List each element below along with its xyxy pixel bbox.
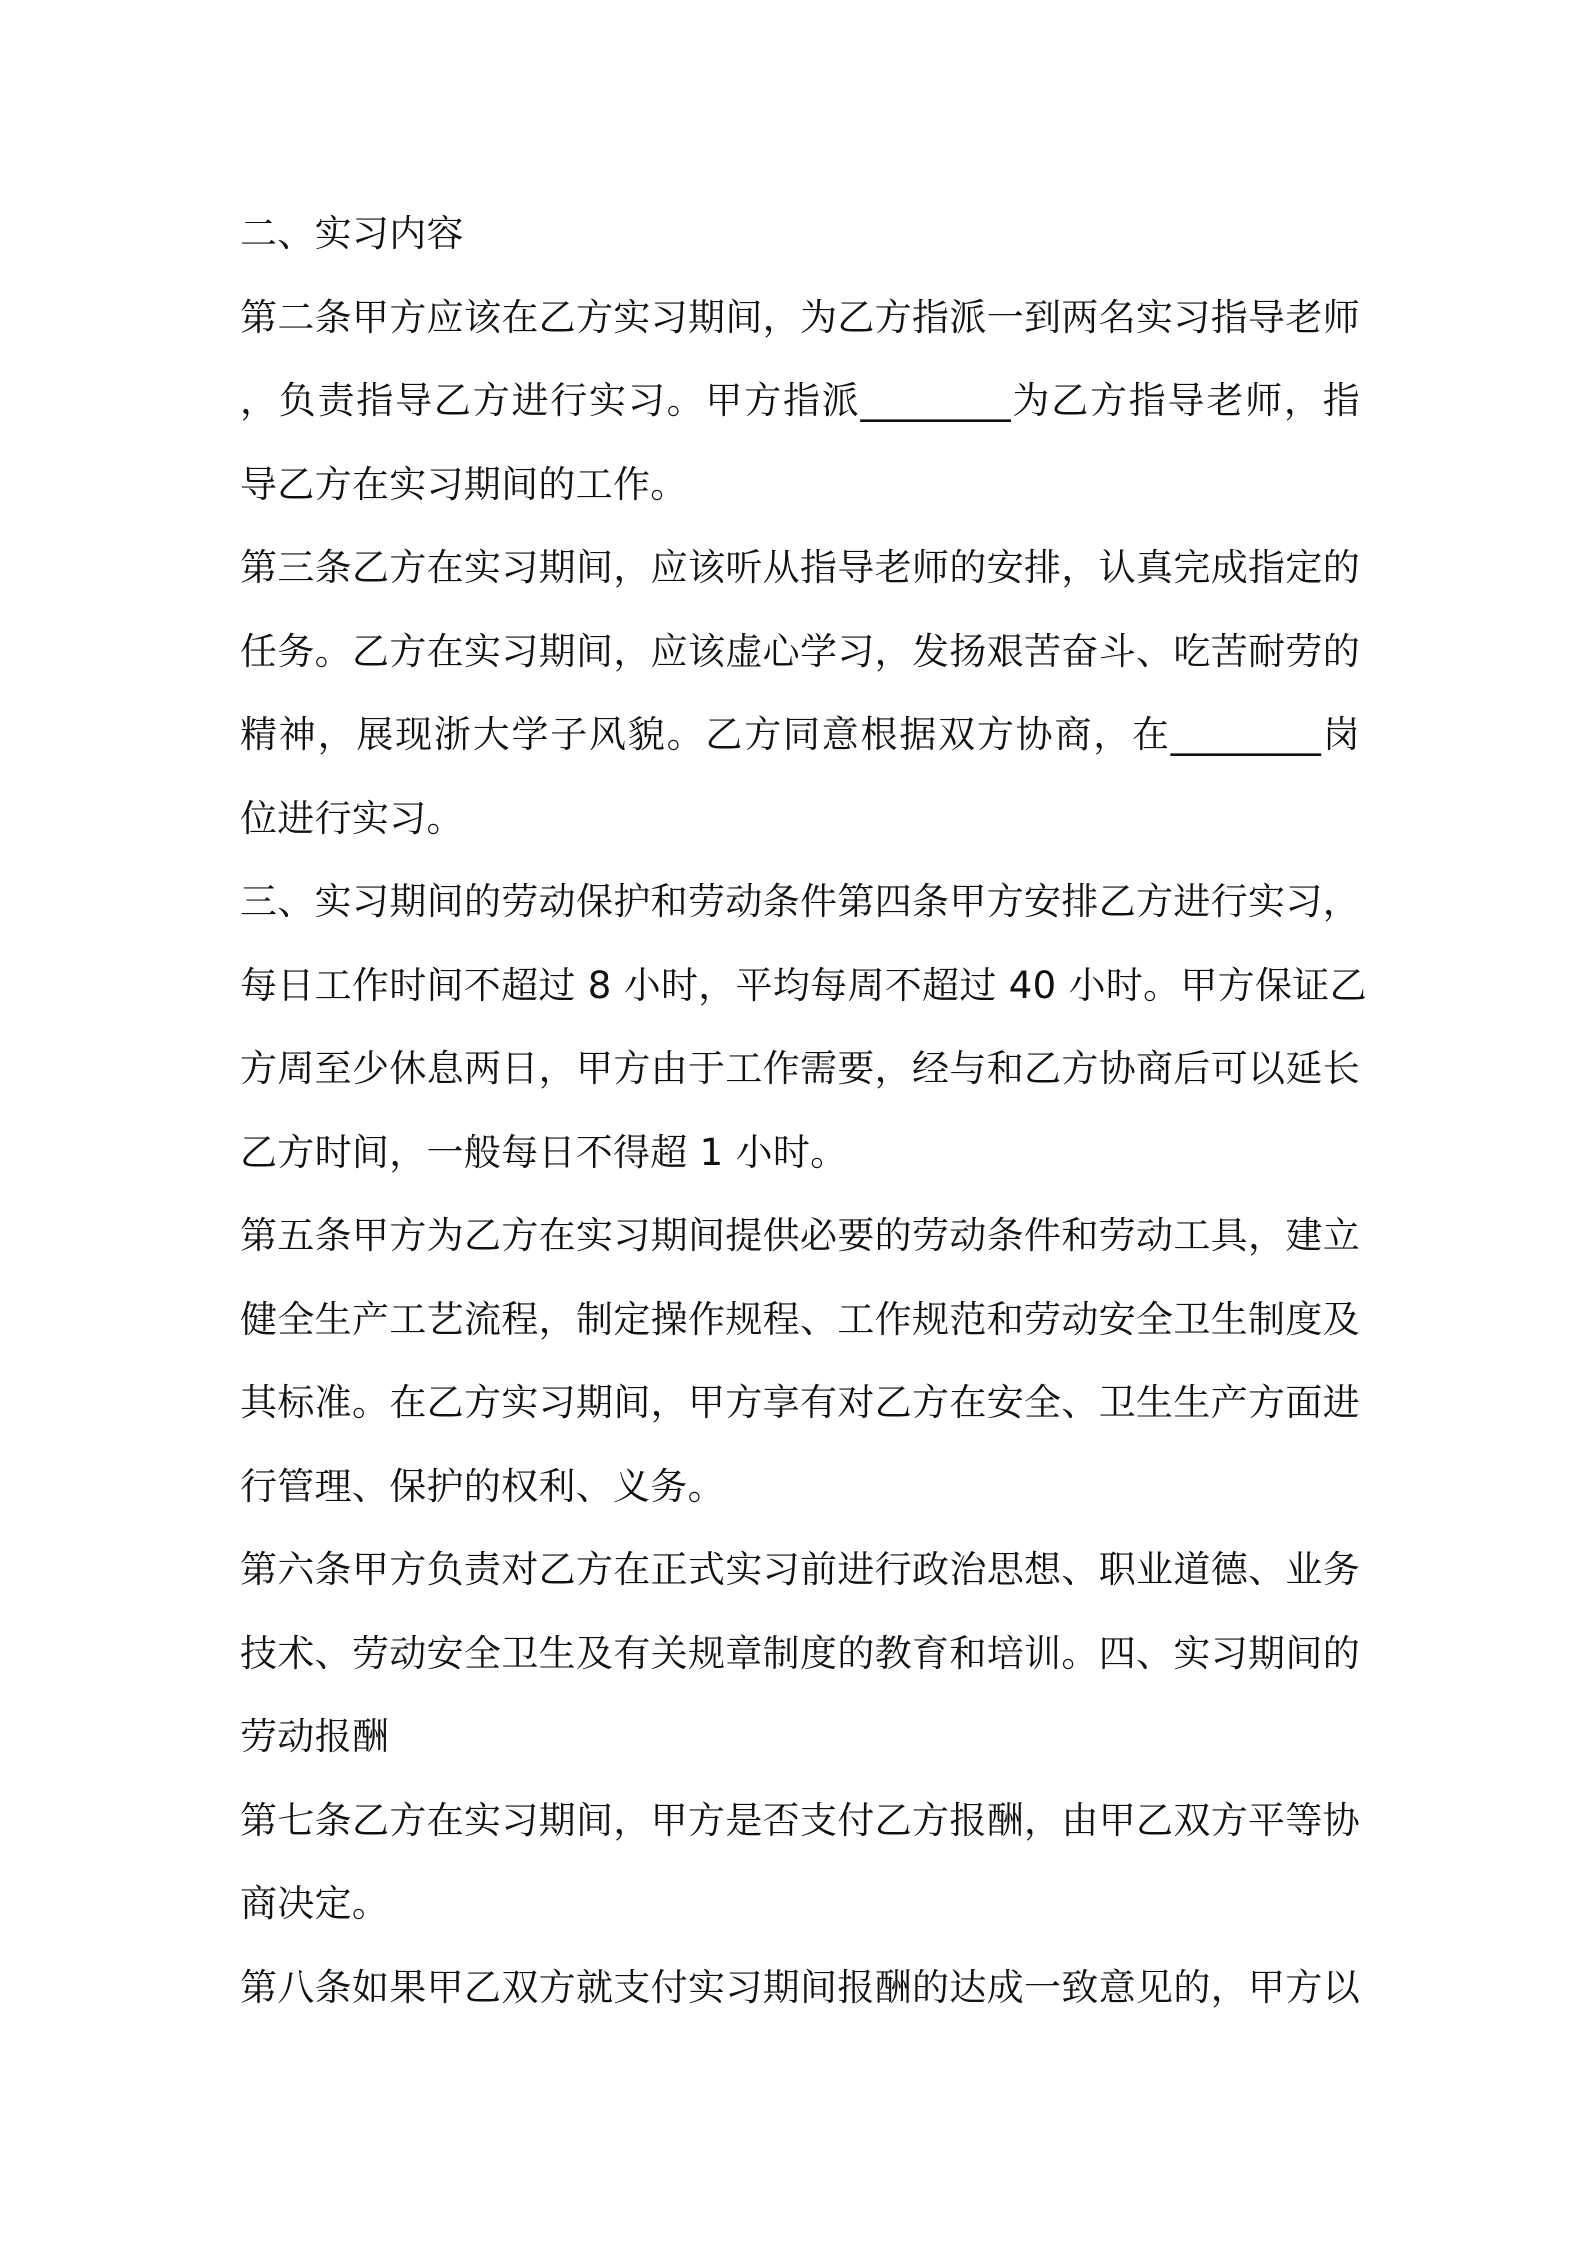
section-heading-internship-content [240, 192, 1360, 276]
article-2-paragraph [240, 276, 1360, 527]
article-8-paragraph [240, 1946, 1360, 2030]
text-line: 行管理、保护的权利、义务。 [240, 1464, 725, 1508]
text-line: 第八条如果甲乙双方就支付实习期间报酬的达成一致意见的，甲方以 [240, 1965, 1360, 2009]
article-3-paragraph [240, 526, 1360, 860]
text-line: 第七条乙方在实习期间，甲方是否支付乙方报酬，由甲乙双方平等协 [240, 1798, 1360, 1842]
text-line: 任务。乙方在实习期间，应该虚心学习，发扬艰苦奋斗、吃苦耐劳的 [240, 629, 1360, 673]
text-line: 三、实习期间的劳动保护和劳动条件第四条甲方安排乙方进行实习， [240, 880, 1360, 923]
article-6-paragraph [240, 1528, 1360, 1779]
text-line: ，负责指导乙方进行实习。甲方指派________为乙方指导老师，指 [240, 379, 1360, 422]
text-line: 位进行实习。 [240, 796, 464, 840]
document-body [240, 192, 1367, 2029]
text-line: 二、实习内容 [240, 212, 464, 255]
text-line: 精神，展现浙大学子风貌。乙方同意根据双方协商，在________岗 [240, 713, 1360, 756]
text-line: 乙方时间，一般每日不得超 1 小时。 [240, 1130, 848, 1174]
text-line: 导乙方在实习期间的工作。 [240, 462, 688, 506]
text-line: 健全生产工艺流程，制定操作规程、工作规范和劳动安全卫生制度及 [240, 1297, 1360, 1341]
text-line: 方周至少休息两日，甲方由于工作需要，经与和乙方协商后可以延长 [240, 1047, 1360, 1090]
text-line: 其标准。在乙方实习期间，甲方享有对乙方在安全、卫生生产方面进 [240, 1381, 1360, 1424]
text-line: 第三条乙方在实习期间，应该听从指导老师的安排，认真完成指定的 [240, 546, 1360, 589]
section-3-article-4-paragraph [240, 860, 1367, 1194]
text-line: 技术、劳动安全卫生及有关规章制度的教育和培训。四、实习期间的 [240, 1631, 1360, 1675]
text-line: 商决定。 [240, 1882, 390, 1925]
text-line: 第二条甲方应该在乙方实习期间，为乙方指派一到两名实习指导老师 [240, 295, 1360, 339]
article-7-paragraph [240, 1779, 1360, 1946]
text-line: 第六条甲方负责对乙方在正式实习前进行政治思想、职业道德、业务 [240, 1548, 1360, 1591]
text-line: 每日工作时间不超过 8 小时，平均每周不超过 40 小时。甲方保证乙 [240, 963, 1367, 1007]
text-line: 第五条甲方为乙方在实习期间提供必要的劳动条件和劳动工具，建立 [240, 1214, 1360, 1257]
text-line: 劳动报酬 [240, 1715, 390, 1758]
article-5-paragraph [240, 1194, 1360, 1528]
